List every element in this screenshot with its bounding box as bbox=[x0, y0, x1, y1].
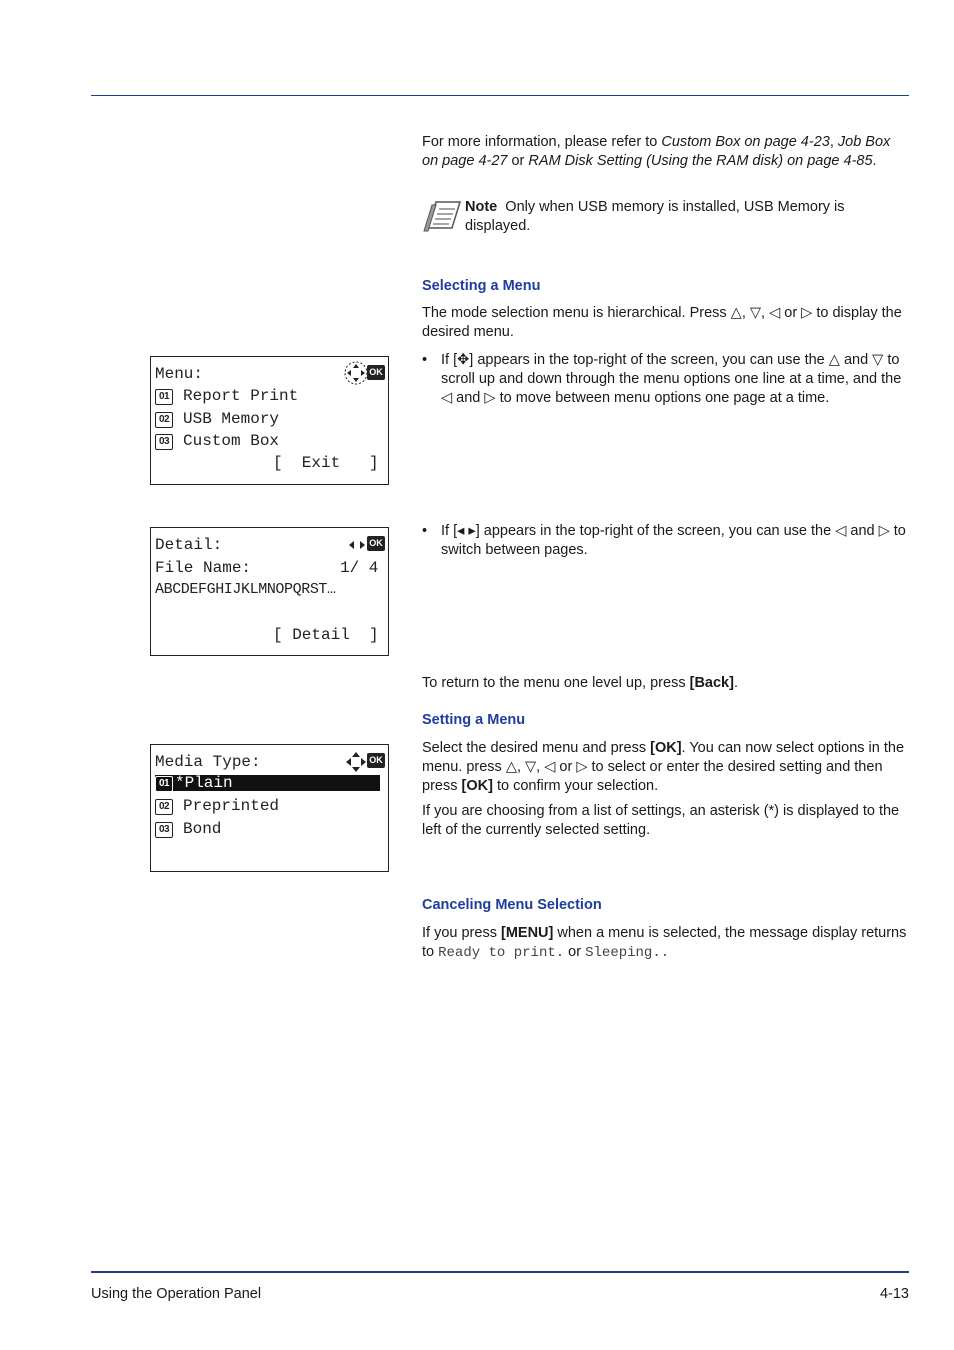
lcd-title: Media Type: bbox=[155, 753, 261, 771]
setting-text: to confirm your selection. bbox=[492, 778, 659, 794]
item-label: Custom Box bbox=[183, 432, 280, 450]
note-body: Only when USB memory is installed, USB Memory is displayed. bbox=[465, 199, 845, 234]
lcd-item-selected bbox=[155, 772, 233, 794]
ok-icon: OK bbox=[367, 365, 385, 380]
canceling-paragraph bbox=[422, 924, 910, 963]
lcd-item bbox=[155, 818, 221, 840]
bullet-scroll bbox=[422, 351, 912, 408]
lcd-page-indicator: 1/ 4 bbox=[340, 559, 379, 577]
intro-separator: , bbox=[829, 134, 838, 150]
return-end: . bbox=[733, 675, 738, 691]
item-label: *Plain bbox=[175, 774, 233, 792]
ref-job-box: Job Box on page 4-27 bbox=[422, 134, 891, 169]
canceling-text: or bbox=[564, 944, 586, 960]
footer-rule bbox=[91, 1271, 909, 1273]
canceling-text: If you press bbox=[422, 925, 501, 941]
left-right-arrow-icon bbox=[347, 538, 367, 552]
note-block bbox=[422, 198, 912, 236]
setting-text: Select the desired menu and press bbox=[422, 740, 651, 756]
return-paragraph bbox=[422, 674, 912, 693]
item-number: 01 bbox=[155, 389, 173, 405]
bullet-dot: • bbox=[422, 352, 428, 368]
header-rule bbox=[91, 95, 909, 96]
bullet-pages bbox=[422, 522, 912, 560]
item-number: 03 bbox=[155, 434, 173, 450]
item-label: Report Print bbox=[183, 387, 299, 405]
intro-end: . bbox=[872, 153, 877, 169]
intro-text: For more information, please refer to bbox=[422, 134, 662, 150]
note-text bbox=[465, 198, 885, 236]
canceling-text: when a menu is selected, the message display returns to bbox=[422, 925, 907, 960]
lcd-softkey: [ Exit ] bbox=[273, 454, 379, 472]
four-way-arrow-icon bbox=[343, 360, 369, 386]
setting-paragraph-1 bbox=[422, 739, 910, 796]
note-label: Note bbox=[465, 199, 498, 215]
ok-icon: OK bbox=[367, 753, 385, 768]
lcd-detail-screen bbox=[150, 527, 389, 656]
lcd-item bbox=[155, 430, 279, 452]
setting-paragraph-2: If you are choosing from a list of settings, an asterisk (*) is displayed to the left of the currently selected setting. bbox=[422, 803, 900, 838]
note-icon bbox=[422, 198, 462, 234]
lcd-softkey: [ Detail ] bbox=[273, 626, 379, 644]
bullet-scroll-text: If [✥] appears in the top-right of the screen, you can use the △ and ▽ to scroll up and down through the menu options one line at a time, and the ◁ and ▷ to move between menu options one page at a time. bbox=[441, 352, 902, 406]
lcd-item bbox=[155, 408, 279, 430]
heading-setting-menu: Setting a Menu bbox=[422, 712, 526, 728]
lcd-title: Menu: bbox=[155, 365, 204, 383]
return-text: To return to the menu one level up, press bbox=[422, 675, 690, 691]
ok-icon: OK bbox=[367, 536, 385, 551]
ref-custom-box: Custom Box on page 4-23 bbox=[661, 134, 830, 150]
intro-paragraph bbox=[422, 133, 910, 171]
selecting-paragraph: The mode selection menu is hierarchical. Press △, ▽, ◁ or ▷ to display the desired menu. bbox=[422, 305, 902, 340]
heading-selecting-menu: Selecting a Menu bbox=[422, 278, 541, 294]
item-number: 02 bbox=[155, 412, 173, 428]
item-number: 02 bbox=[155, 799, 173, 815]
lcd-item bbox=[155, 385, 298, 407]
footer-left: Using the Operation Panel bbox=[91, 1286, 262, 1302]
page-number: 4-13 bbox=[879, 1286, 909, 1302]
lcd-menu-screen bbox=[150, 356, 389, 485]
bullet-pages-text: If [◂ ▸] appears in the top-right of the screen, you can use the ◁ and ▷ to switch between pages. bbox=[441, 523, 906, 558]
ref-ram-disk: RAM Disk Setting (Using the RAM disk) on page 4-85 bbox=[528, 153, 873, 169]
lcd-item bbox=[155, 795, 279, 817]
four-way-arrow-icon bbox=[345, 751, 367, 773]
bullet-dot: • bbox=[422, 523, 428, 539]
intro-separator: or bbox=[507, 153, 529, 169]
item-label: Preprinted bbox=[183, 797, 280, 815]
lcd-file-name-value: ABCDEFGHIJKLMNOPQRST… bbox=[155, 581, 336, 598]
lcd-media-type-screen bbox=[150, 744, 389, 872]
ready-to-print-code: Ready to print. bbox=[438, 945, 565, 961]
lcd-file-name-label: File Name: bbox=[155, 559, 252, 577]
menu-key: [MENU] bbox=[500, 925, 554, 941]
ok-key: [OK] bbox=[650, 740, 682, 756]
back-key: [Back] bbox=[689, 675, 734, 691]
heading-canceling-menu: Canceling Menu Selection bbox=[422, 897, 602, 913]
sleeping-code: Sleeping.. bbox=[585, 945, 670, 961]
ok-key: [OK] bbox=[461, 778, 493, 794]
item-number: 01 bbox=[155, 776, 173, 792]
item-label: USB Memory bbox=[183, 410, 280, 428]
item-number: 03 bbox=[155, 822, 173, 838]
lcd-title: Detail: bbox=[155, 536, 223, 554]
item-label: Bond bbox=[183, 820, 222, 838]
setting-text: . You can now select options in the menu. press △, ▽, ◁ or ▷ to select or enter the desired setting and then press bbox=[422, 740, 905, 794]
